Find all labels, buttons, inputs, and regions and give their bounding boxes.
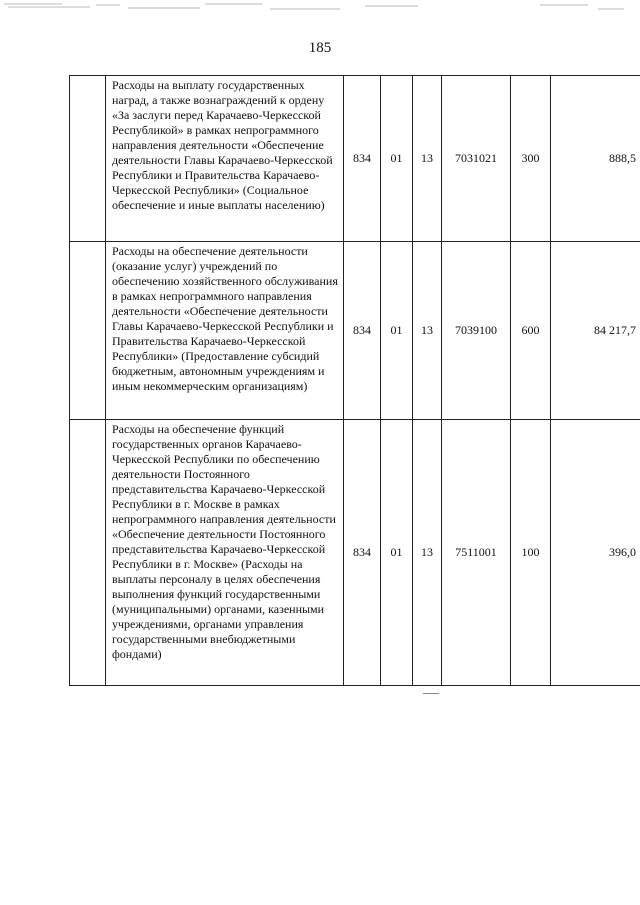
- page-number: 185: [308, 40, 332, 56]
- subsection-code-cell: 13: [413, 76, 442, 242]
- row-number-cell: [70, 420, 106, 686]
- expense-name-cell: Расходы на выплату государственных наград, а также вознаграждений к ордену «За заслуги перед Карачаево-Черкесской Республикой» в рамках непрограммного направления деятельности «Обеспечение деятельности Главы Карачаево-Черкесской Республики и Правительства Карачаево-Черкесской Республики» (Социальное обеспечение и иные выплаты населению): [106, 76, 344, 242]
- subsection-code-cell: 13: [413, 420, 442, 686]
- table-row: [70, 420, 640, 686]
- expense-type-code-cell: 300: [511, 76, 551, 242]
- expense-name-cell: Расходы на обеспечение функций государственных органов Карачаево-Черкесской Республики по обеспечению деятельности Постоянного представительства Карачаево-Черкесской Республики в г. Москве в рамках непрограммного направления деятельности «Обеспечение деятельности Постоянного представительства Карачаево-Черкесской Республики в г. Москве» (Расходы на выплаты персоналу в целях обеспечения выполнения функций государственными (муниципальными) органами, казенными учреждениями, органами управления государственными внебюджетными фондами): [106, 420, 344, 686]
- target-item-code-cell: 7039100: [442, 242, 511, 420]
- budget-table: [69, 75, 640, 686]
- section-code-cell: 01: [381, 420, 413, 686]
- amount-cell: 396,0: [551, 420, 640, 686]
- department-code-cell: 834: [344, 420, 381, 686]
- table-row: [70, 76, 640, 242]
- section-code-cell: 01: [381, 76, 413, 242]
- expense-name-cell: Расходы на обеспечение деятельности (оказание услуг) учреждений по обеспечению хозяйственного обслуживания в рамках непрограммного направления деятельности «Обеспечение деятельности Главы Карачаево-Черкесской Республики и Правительства Карачаево-Черкесской Республики» (Предоставление субсидий бюджетным, автономным учреждениям и иным некоммерческим организациям): [106, 242, 344, 420]
- section-code-cell: 01: [381, 242, 413, 420]
- scan-artifact-header: [0, 0, 640, 14]
- department-code-cell: 834: [344, 76, 381, 242]
- amount-cell: 888,5: [551, 76, 640, 242]
- table-row: [70, 242, 640, 420]
- row-number-cell: [70, 76, 106, 242]
- expense-type-code-cell: 100: [511, 420, 551, 686]
- scan-mark: [423, 693, 439, 694]
- expense-type-code-cell: 600: [511, 242, 551, 420]
- department-code-cell: 834: [344, 242, 381, 420]
- amount-cell: 84 217,7: [551, 242, 640, 420]
- subsection-code-cell: 13: [413, 242, 442, 420]
- row-number-cell: [70, 242, 106, 420]
- target-item-code-cell: 7511001: [442, 420, 511, 686]
- target-item-code-cell: 7031021: [442, 76, 511, 242]
